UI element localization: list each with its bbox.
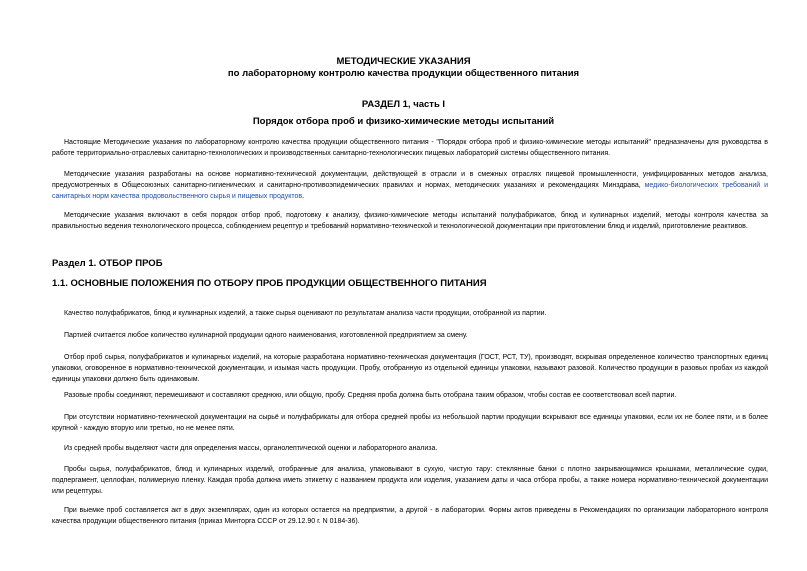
section-title: РАЗДЕЛ 1, часть I: [361, 99, 446, 110]
section-subtitle: Порядок отбора проб и физико-химические методы испытаний: [252, 116, 555, 127]
intro-paragraph-2: [52, 169, 768, 202]
body-paragraph-4: Разовые пробы соединяют, перемешивают и составляют среднюю, или общую, пробу. Средняя проба должна быть отобрана таким образом, чтобы состав ее соответствовал всей партии.: [64, 392, 677, 399]
body-paragraph-2: Партией считается любое количество кулинарной продукции одного наименования, изготовленной предприятием за смену.: [64, 332, 468, 339]
body-paragraph-3: Отбор проб сырья, полуфабрикатов и кулинарных изделий, на которые разработана нормативно-техническая документация (ГОСТ, РСТ, ТУ), производят, вскрывая определенное количество транспортных единиц упаковки, оговоренное в нормативно-технической документации, и изымая часть продукции. Пробу, отобранную из отдельной единицы упаковки, называют разовой. Количество продукции в разовых пробах из каждой единицы упаковки должно быть одинаковым.: [52, 354, 768, 383]
intro-paragraph-2-tail: .: [302, 193, 305, 200]
normative-link[interactable]: медико-биологических требований и санитарных норм качества продовольственного сырья и пищевых продуктов: [52, 182, 769, 200]
intro-paragraph-2-text: Методические указания разработаны на основе нормативно-технической документации, действующей в отрасли и в смежных отраслях пищевой промышленности, унифицированных методов анализа, предусмотренных в Общесоюзных санитарно-гигиенических и санитарно-противоэпидемических правилах и нормах, методических указаниях и рекомендациях Минздрава,: [52, 171, 768, 189]
intro-paragraph-3: Методические указания включают в себя порядок отбор проб, подготовку к анализу, физико-химические методы испытаний полуфабрикатов, блюд и кулинарных изделий, методы контроля качества за правильностью ведения технологического процесса, соблюдением рецептур и требований нормативно-технической и технологической документации при приготовлении блюд и изделий, приготовление реактивов.: [52, 212, 768, 230]
body-paragraph-7: Пробы сырья, полуфабрикатов, блюд и кулинарных изделий, отобранные для анализа, упаковывают в сухую, чистую тару: стеклянные банки с плотно закрывающимися крышками, металлические судки, подпергамент, целлофан, полимерную пленку. Каждая проба должна иметь этикетку с названием продукта или изделия, указанием даты и часа отбора пробы, а также номера нормативно-технической документации или рецептуры.: [52, 466, 768, 495]
body-paragraph-8: При выемке проб составляется акт в двух экземплярах, один из которых остается на предприятии, а другой - в лаборатории. Формы актов приведены в Рекомендациях по организации лабораторного контроля качества продукции общественного питания (приказ Минторга СССР от 29.12.90 г. N 0184-36).: [52, 507, 768, 525]
body-paragraph-6: Из средней пробы выделяют части для определения массы, органолептической оценки и лабораторного анализа.: [64, 445, 438, 452]
document-subtitle: по лабораторному контролю качества продукции общественного питания: [227, 68, 580, 79]
document-title: МЕТОДИЧЕСКИЕ УКАЗАНИЯ: [336, 56, 471, 67]
body-paragraph-1: Качество полуфабрикатов, блюд и кулинарных изделий, а также сырья оценивают по результатам анализа части продукции, отобранной из партии.: [64, 310, 547, 317]
part-heading: Раздел 1. ОТБОР ПРОБ: [52, 258, 163, 269]
body-paragraph-5: При отсутствии нормативно-технической документации на сырьё и полуфабрикаты для отбора средней пробы из небольшой партии продукции вскрывают все единицы упаковки, если их не более пяти, и в более крупной - каждую вторую или третью, но не менее пяти.: [52, 414, 768, 432]
intro-paragraph-1: Настоящие Методические указания по лабораторному контролю качества продукции общественного питания - "Порядок отбора проб и физико-химические методы испытаний" предназначены для руководства в работе территориально-отраслевых санитарно-технологических и производственных санитарно-технологических пищевых лабораторий системы общественного питания.: [52, 139, 768, 157]
part-subheading: 1.1. ОСНОВНЫЕ ПОЛОЖЕНИЯ ПО ОТБОРУ ПРОБ ПРОДУКЦИИ ОБЩЕСТВЕННОГО ПИТАНИЯ: [52, 278, 487, 289]
